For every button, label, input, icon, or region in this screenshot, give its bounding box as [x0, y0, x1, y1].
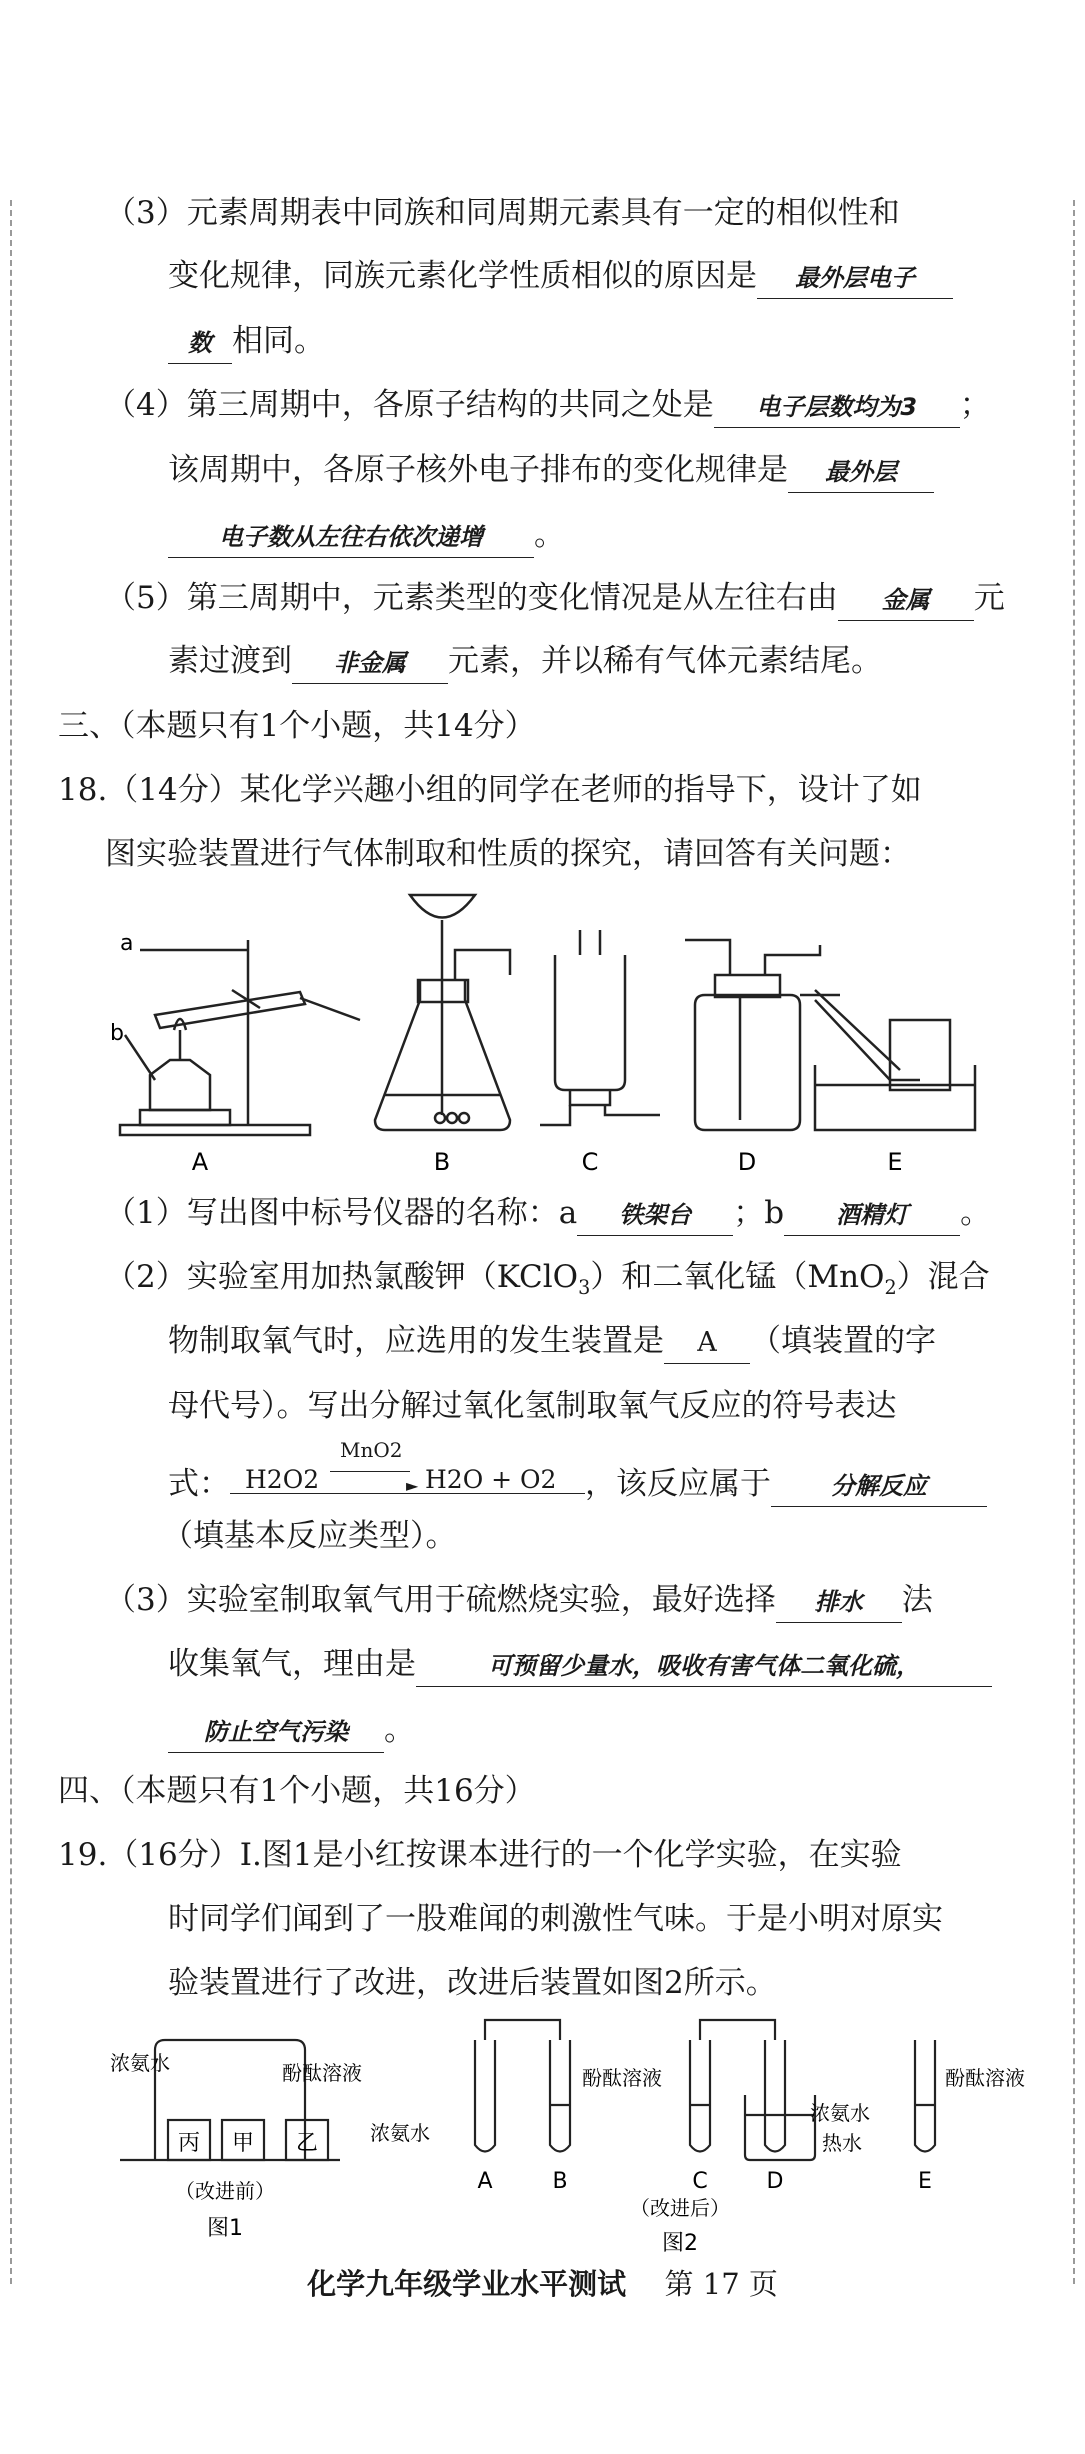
answer-blank[interactable]: 酒精灯: [784, 1195, 960, 1236]
q17-part4-line2: 该周期中，各原子核外电子排布的变化规律是 最外层: [168, 447, 934, 493]
q18-intro-line1: 18.（14分）某化学兴趣小组的同学在老师的指导下，设计了如: [58, 772, 922, 808]
section-4-heading: 四、（本题只有1个小题，共16分）: [58, 1773, 536, 1809]
label-phenol-1: 酚酞溶液: [282, 2061, 362, 2085]
q18-intro-line2: 图实验装置进行气体制取和性质的探究，请回答有关问题：: [105, 836, 911, 872]
fig2-label-B: B: [552, 2169, 568, 2194]
fig1-caption: （改进前）: [175, 2179, 275, 2203]
q17-part4-line3: 电子数从左往右依次递增 。: [168, 512, 565, 558]
fig-label-B: B: [433, 1148, 451, 1176]
q18-part3-line1: （3）实验室制取氧气用于硫燃烧实验，最好选择 排水 法: [105, 1577, 933, 1623]
eq-right: H2O + O2: [425, 1465, 557, 1494]
fig2-label-E: E: [918, 2169, 932, 2194]
answer-blank[interactable]: 非金属: [292, 643, 448, 684]
label-phenol-e: 酚酞溶液: [945, 2066, 1025, 2090]
answer-blank[interactable]: 排水: [776, 1582, 902, 1623]
fig2-caption: （改进后）: [630, 2196, 730, 2220]
label-ammonia-d: 浓氨水: [810, 2101, 870, 2125]
label-a: a: [120, 931, 134, 956]
fig2-label-A: A: [477, 2169, 493, 2194]
fig-label-E: E: [887, 1148, 903, 1176]
q17-part3-line3: 数 相同。: [168, 318, 325, 364]
q18-part2-line1: （2）实验室用加热氯酸钾（KClO$_3$）和二氧化锰（MnO$_2$）混合: [105, 1259, 990, 1300]
footer-page: 第 17 页: [664, 2267, 778, 2301]
q18-part2-line2: 物制取氧气时，应选用的发生装置是 A （填装置的字: [168, 1318, 936, 1364]
q18-part2-line3: 母代号）。写出分解过氧化氢制取氧气反应的符号表达: [168, 1388, 897, 1424]
answer-blank[interactable]: 数: [168, 323, 232, 364]
right-dashed-margin: [1073, 200, 1075, 2284]
tube-C: [690, 2040, 710, 2152]
fig2-label-C: C: [692, 2169, 708, 2194]
eq-catalyst: MnO2: [340, 1438, 403, 1462]
eq-left: H2O2: [245, 1465, 320, 1494]
page-footer: [0, 2262, 1085, 2303]
q19-figure-2: [360, 2010, 1025, 2260]
fig-label-D: D: [737, 1148, 757, 1176]
answer-blank[interactable]: 最外层: [788, 452, 934, 493]
q18-part2-line5: （填基本反应类型）。: [162, 1518, 457, 1554]
answer-blank[interactable]: 可预留少量水，吸收有害气体二氧化硫，: [416, 1646, 992, 1687]
label-phenol-b: 酚酞溶液: [582, 2066, 662, 2090]
q19-figure-1: [110, 2020, 360, 2260]
answer-blank[interactable]: 电子层数均为3: [714, 387, 960, 428]
answer-blank[interactable]: 金属: [838, 580, 974, 621]
beaker-label-bing: 丙: [177, 2131, 201, 2156]
q17-part4-line1: （4）第三周期中，各原子结构的共同之处是 电子层数均为3 ；: [105, 382, 991, 428]
section-3-heading: 三、（本题只有1个小题，共14分）: [58, 708, 536, 744]
left-dashed-margin: [10, 200, 12, 2284]
answer-blank[interactable]: 防止空气污染: [168, 1712, 384, 1753]
q18-part2-line4: 式： H2O2 MnO2 ► H2O + O2 ，该反应属于 分解反应: [168, 1453, 987, 1507]
answer-blank[interactable]: 分解反应: [771, 1466, 987, 1507]
q19-intro-line1: 19.（16分）Ⅰ.图1是小红按课本进行的一个化学实验，在实验: [58, 1837, 902, 1873]
q17-part3-line2: 变化规律，同族元素化学性质相似的原因是 最外层电子: [168, 253, 953, 299]
gas-bottle-d: [695, 995, 800, 1130]
q17-part5-line1: （5）第三周期中，元素类型的变化情况是从左往右由 金属 元: [105, 575, 1005, 621]
q18-part1: （1）写出图中标号仪器的名称：a 铁架台 ；b 酒精灯 。: [105, 1190, 991, 1236]
fig1-title: 图1: [207, 2216, 243, 2241]
gas-bottle-c: [555, 955, 625, 1090]
answer-blank[interactable]: 电子数从左往右依次递增: [168, 517, 534, 558]
tube-B: [550, 2040, 570, 2152]
label-ammonia-1: 浓氨水: [110, 2051, 170, 2075]
fig-label-A: A: [191, 1148, 209, 1176]
answer-blank[interactable]: A: [664, 1323, 750, 1364]
tube-A: [475, 2040, 495, 2152]
q18-part3-line3: 防止空气污染 。: [168, 1707, 415, 1753]
label-hot-water: 热水: [822, 2131, 862, 2155]
stand-base: [120, 1125, 310, 1135]
reaction-arrow: [330, 1471, 410, 1472]
alcohol-lamp: [150, 1060, 210, 1110]
label-ammonia-a: 浓氨水: [370, 2121, 430, 2145]
beaker-label-yi: 乙: [295, 2131, 319, 2156]
q18-apparatus-figure: [100, 880, 1000, 1180]
tube-E: [915, 2040, 935, 2152]
footer-title: 化学九年级学业水平测试: [307, 2267, 627, 2301]
q17-part5-line2: 素过渡到 非金属 元素，并以稀有气体元素结尾。: [168, 638, 882, 684]
tube-D: [765, 2040, 785, 2152]
fig2-label-D: D: [766, 2169, 784, 2194]
label-b: b: [110, 1021, 124, 1046]
equation-blank[interactable]: H2O2 MnO2 ► H2O + O2: [230, 1453, 585, 1494]
q19-intro-line2: 时同学们闻到了一股难闻的刺激性气味。于是小明对原实: [168, 1901, 943, 1937]
answer-blank[interactable]: 铁架台: [577, 1195, 733, 1236]
q19-intro-line3: 验装置进行了改进，改进后装置如图2所示。: [168, 1965, 777, 2001]
q18-part3-line2: 收集氧气，理由是 可预留少量水，吸收有害气体二氧化硫，: [168, 1641, 992, 1687]
answer-blank[interactable]: 最外层电子: [757, 258, 953, 299]
fig-label-C: C: [581, 1148, 599, 1176]
fig2-title: 图2: [662, 2231, 698, 2256]
q17-part3-line1: （3）元素周期表中同族和同周期元素具有一定的相似性和: [105, 195, 900, 231]
beaker-label-jia: 甲: [231, 2131, 255, 2156]
